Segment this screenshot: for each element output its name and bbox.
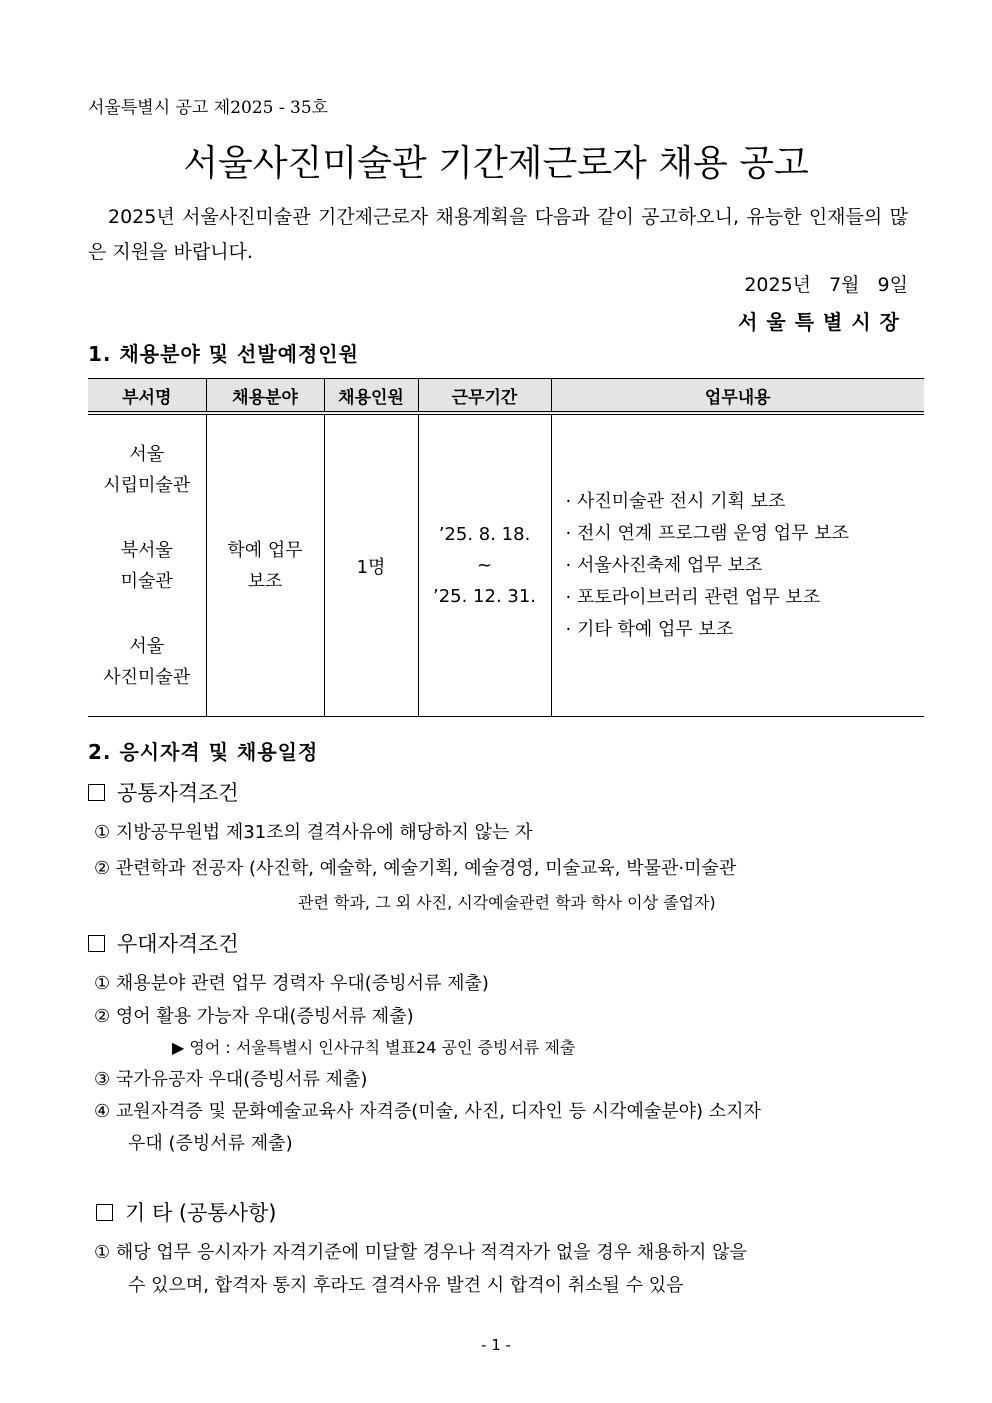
checkbox-square-icon (96, 1204, 113, 1221)
department-3-line1: 서울 (129, 635, 165, 657)
section1-heading: 1. 채용분야 및 선발예정인원 (88, 342, 359, 366)
page-title: 서울사진미술관 기간제근로자 채용 공고 (183, 143, 809, 184)
department-1-line2: 시립미술관 (103, 474, 191, 496)
etc-title: 기 타 (공통사항) (125, 1201, 277, 1225)
checkbox-square-icon (88, 935, 105, 952)
common-item-2-continued: 관련 학과, 그 외 사진, 시각예술관련 학과 학사 이상 졸업자) (298, 893, 716, 912)
period-cell (418, 413, 551, 717)
common-item-1: ① 지방공무원법 제31조의 결격사유에 해당하지 않는 자 (94, 822, 533, 843)
header-count: 채용인원 (324, 379, 418, 414)
duty-4: · 포토라이브러리 관련 업무 보조 (565, 586, 821, 608)
department-cell (88, 413, 206, 717)
intro-paragraph: 2025년 서울사진미술관 기간제근로자 채용계획을 다음과 같이 공고하오니, 유능한 인재들의 많은 지원을 바랍니다. (88, 206, 908, 263)
preferred-item-1: ① 채용분야 관련 업무 경력자 우대(증빙서류 제출) (94, 973, 489, 994)
table-row (88, 413, 924, 717)
department-3-line2: 사진미술관 (103, 666, 191, 688)
issuer: 서울특별시장 (738, 310, 908, 334)
header-period: 근무기간 (418, 379, 551, 414)
checkbox-square-icon (88, 784, 105, 801)
header-field: 채용분야 (206, 379, 324, 414)
field-cell (206, 413, 324, 717)
duty-3: · 서울사진축제 업무 보조 (565, 554, 763, 576)
common-qualifications-heading (88, 777, 239, 807)
duty-1: · 사진미술관 전시 기획 보조 (565, 490, 786, 512)
preferred-item-4-continued: 우대 (증빙서류 제출) (128, 1133, 293, 1154)
notice-number: 서울특별시 공고 제2025 - 35호 (88, 98, 329, 118)
field-line2: 보조 (247, 570, 283, 592)
department-1-line1: 서울 (129, 443, 165, 465)
preferred-qualifications-heading (88, 928, 239, 958)
preferred-item-4: ④ 교원자격증 및 문화예술교육사 자격증(미술, 사진, 디자인 등 시각예술분야) 소지자 (94, 1101, 761, 1122)
field-line1: 학예 업무 (227, 539, 303, 561)
period-tilde: ~ (476, 555, 493, 576)
etc-heading (96, 1197, 276, 1227)
count-cell: 1명 (324, 413, 418, 717)
announcement-date: 2025년 7월 9일 (744, 274, 908, 296)
header-duties: 업무내용 (551, 379, 924, 414)
department-2-line1: 북서울 (120, 539, 173, 561)
common-item-2: ② 관련학과 전공자 (사진학, 예술학, 예술기획, 예술경영, 미술교육, 박물관·미술관 (94, 858, 737, 879)
department-2-line2: 미술관 (120, 570, 173, 592)
period-end: ’25. 12. 31. (432, 586, 537, 607)
etc-item-1: ① 해당 업무 응시자가 자격기준에 미달할 경우나 적격자가 없을 경우 채용하지 않을 (94, 1242, 747, 1263)
preferred-item-3: ③ 국가유공자 우대(증빙서류 제출) (94, 1069, 368, 1090)
header-department: 부서명 (88, 379, 206, 414)
section2-heading: 2. 응시자격 및 채용일정 (88, 740, 319, 764)
common-qualifications-title: 공통자격조건 (117, 781, 239, 805)
duty-2: · 전시 연계 프로그램 운영 업무 보조 (565, 522, 849, 544)
period-start: ’25. 8. 18. (438, 524, 531, 545)
preferred-qualifications-title: 우대자격조건 (117, 932, 239, 956)
duties-cell (551, 413, 924, 717)
etc-item-1-continued: 수 있으며, 합격자 통지 후라도 결격사유 발견 시 합격이 취소될 수 있음 (128, 1275, 684, 1296)
table-header-row (88, 379, 924, 414)
duty-5: · 기타 학예 업무 보조 (565, 618, 734, 640)
recruitment-table (88, 378, 924, 717)
preferred-item-2: ② 영어 활용 가능자 우대(증빙서류 제출) (94, 1006, 414, 1027)
page-number: - 1 - (481, 1336, 511, 1354)
english-note: ▶ 영어 : 서울특별시 인사규칙 별표24 공인 증빙서류 제출 (172, 1038, 576, 1057)
